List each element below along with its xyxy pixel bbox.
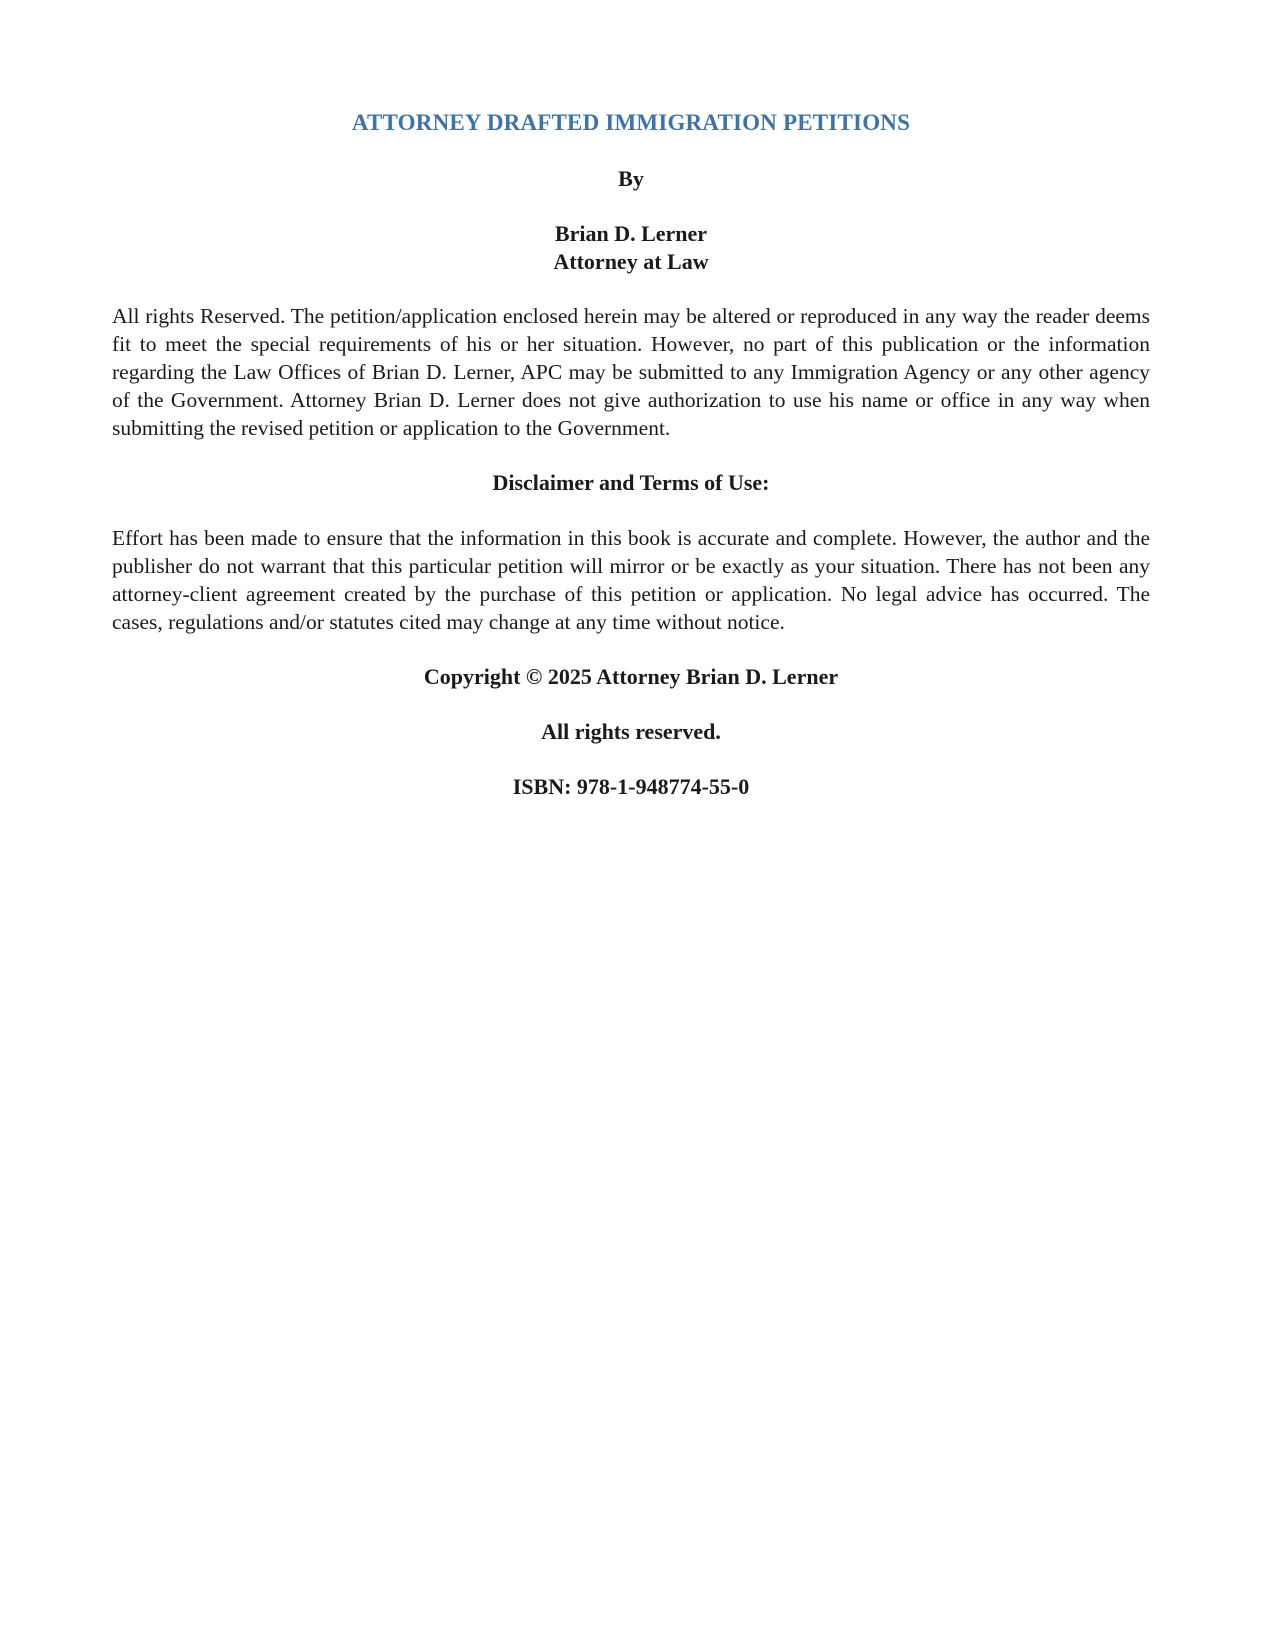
author-block <box>112 220 1150 276</box>
document-title: ATTORNEY DRAFTED IMMIGRATION PETITIONS <box>351 110 911 135</box>
author-name: Brian D. Lerner <box>554 221 708 246</box>
by-line: By <box>618 166 644 191</box>
disclaimer-paragraph: Effort has been made to ensure that the information in this book is accurate and complete. However, the author and the publisher do not warrant that this particular petition will mirror or be exactly as your situation. There has not been any attorney-client agreement created by the purchase of this petition or application. No legal advice has occurred. The cases, regulations and/or statutes cited may change at any time without notice. <box>112 526 1150 634</box>
copyright-notice: Copyright © 2025 Attorney Brian D. Lerner <box>423 664 839 689</box>
rights-paragraph: All rights Reserved. The petition/application enclosed herein may be altered or reproduced in any way the reader deems fit to meet the special requirements of his or her situation. However, no part of this publication or the information regarding the Law Offices of Brian D. Lerner, APC may be submitted to any Immigration Agency or any other agency of the Government. Attorney Brian D. Lerner does not give authorization to use his name or office in any way when submitting the revised petition or application to the Government. <box>112 304 1150 440</box>
disclaimer-heading: Disclaimer and Terms of Use: <box>492 470 770 495</box>
all-rights-reserved: All rights reserved. <box>541 719 721 744</box>
isbn-number: ISBN: 978-1-948774-55-0 <box>512 774 750 799</box>
author-title: Attorney at Law <box>553 249 709 274</box>
document-page <box>112 108 1150 801</box>
